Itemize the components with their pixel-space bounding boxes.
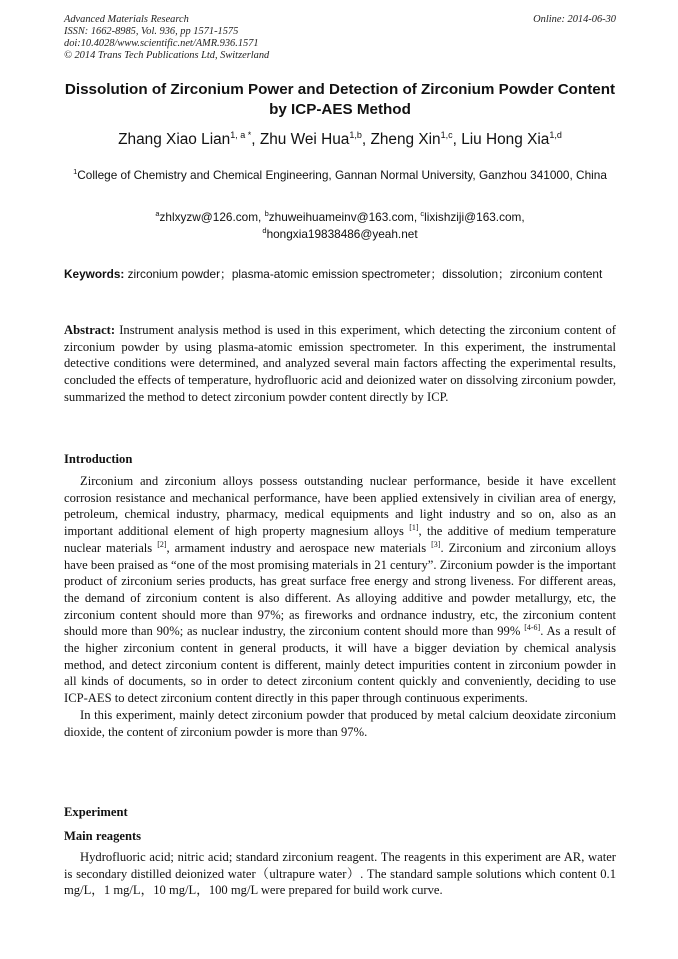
keywords-text: zirconium powder；plasma-atomic emission spectrometer；dissolution；zirconium content xyxy=(127,267,603,281)
author-name: Liu Hong Xia xyxy=(461,131,550,148)
author-separator: , xyxy=(251,131,260,148)
online-date: Online: 2014-06-30 xyxy=(533,14,616,25)
email-address[interactable]: zhlxyzw@126.com xyxy=(159,210,259,224)
reagents-subheading: Main reagents xyxy=(64,829,142,843)
email-separator: , xyxy=(258,210,265,224)
author-name: Zheng Xin xyxy=(370,131,441,148)
intro-text: , the additive of medium temperature nuclear materials xyxy=(64,524,616,555)
author-name: Zhu Wei Hua xyxy=(259,131,350,148)
experiment-heading: Experiment xyxy=(64,805,128,819)
reagents-body xyxy=(64,849,616,899)
journal-header xyxy=(64,14,616,62)
abstract-text: Instrument analysis method is used in this experiment, which detecting the zirconium content of zirconium powder by using plasma-atomic emission spectrometer. In this experiment, the instrumental detective conditions were determined, and analyzed several main factors affecting the experimental results, concluded the effects of temperature, hydrofluoric acid and deionized water on dissolving zirconium powder, summarized the method to detect zirconium powder content directly by ICP. xyxy=(64,323,616,404)
author-list xyxy=(64,130,616,150)
citation[interactable]: [3] xyxy=(431,539,441,549)
paper-title: Dissolution of Zirconium Power and Detection of Zirconium Powder Content by ICP-AES Method xyxy=(64,81,616,118)
email-mark: a xyxy=(155,209,160,218)
author-name: Zhang Xiao Lian xyxy=(118,131,231,148)
intro-text: Zirconium and zirconium alloys possess outstanding nuclear performance, beside it have excellent corrosion resistance and mechanical performance, have been applied extensively in civilian area of energy, petroleum, chemical industry, pharmacy, medical equipments and light industry and so on, also as an important additional element of high property magnesium alloys xyxy=(64,474,616,539)
introduction-body xyxy=(64,473,616,740)
author-affil-mark: 1, a * xyxy=(230,130,252,140)
abstract-label: Abstract: xyxy=(64,323,116,337)
citation[interactable]: [2] xyxy=(157,539,167,549)
author-affil-mark: 1,b xyxy=(349,130,362,140)
email-separator: , xyxy=(521,210,525,224)
intro-text: . As a result of the higher zirconium content in general products, it will have a bigger deviation by chemical analysis method, and detect zirconium content is different, mainly detect impurities content in zirconium powder in all kinds of documents, so in order to detect zirconium content quickly and conveniently, deciding to use ICP-AES to detect zirconium content directly in this paper through continuous experiments. xyxy=(64,624,616,706)
affiliation-text: College of Chemistry and Chemical Engineering, Gannan Normal University, Ganzhou 341000, China xyxy=(77,168,607,182)
introduction-paragraph xyxy=(64,473,616,707)
copyright-line: © 2014 Trans Tech Publications Ltd, Switzerland xyxy=(64,50,270,61)
email-address[interactable]: lixishziji@163.com xyxy=(424,210,522,224)
affiliation-mark: 1 xyxy=(73,167,78,176)
author-affil-mark: 1,d xyxy=(549,130,562,140)
journal-name: Advanced Materials Research xyxy=(64,14,189,25)
affiliation xyxy=(64,167,616,184)
author-affil-mark: 1,c xyxy=(440,130,453,140)
introduction-heading: Introduction xyxy=(64,452,133,466)
issn-line: ISSN: 1662-8985, Vol. 936, pp 1571-1575 xyxy=(64,26,239,37)
author-separator: , xyxy=(361,131,371,148)
email-address[interactable]: zhuweihuameinv@163.com xyxy=(268,210,414,224)
doi-line: doi:10.4028/www.scientific.net/AMR.936.1571 xyxy=(64,38,259,49)
citation[interactable]: [1] xyxy=(409,523,419,533)
citation[interactable]: [4-6] xyxy=(524,623,541,633)
author-separator: , xyxy=(452,131,462,148)
keywords-label: Keywords: xyxy=(64,267,125,281)
abstract xyxy=(64,322,616,406)
email-list xyxy=(64,209,616,243)
intro-text: , armament industry and aerospace new materials xyxy=(166,540,427,555)
introduction-paragraph: In this experiment, mainly detect zirconium powder that produced by metal calcium deoxidate zirconium dioxide, the content of zirconium powder is more than 97%. xyxy=(64,707,616,739)
email-mark: b xyxy=(264,209,269,218)
email-separator: , xyxy=(413,210,421,224)
email-address[interactable]: hongxia19838486@yeah.net xyxy=(266,227,418,241)
intro-text: . Zirconium and zirconium alloys have been praised as “one of the most promising materials in 21 century”. Zirconium powder is the important product of zirconium series products, has great surface free energy and strong liveness. For different areas, the demand of zirconium content is also different. As alloying additive and powder metallurgy, etc, the zirconium content should more than 97%; as fireworks and ordnance industry, etc, the zirconium content should more than 90%; as nuclear industry, the zirconium content should more than 99% xyxy=(64,540,616,639)
email-mark: d xyxy=(262,226,267,235)
reagents-paragraph: Hydrofluoric acid; nitric acid; standard zirconium reagent. The reagents in this experiment are AR, water is secondary distilled deionized water（ultrapure water）. The standard sample solutions which content 0.1 mg/L，1 mg/L，10 mg/L，100 mg/L were prepared for build work curve. xyxy=(64,850,616,898)
email-mark: c xyxy=(420,209,425,218)
keywords xyxy=(64,265,616,283)
